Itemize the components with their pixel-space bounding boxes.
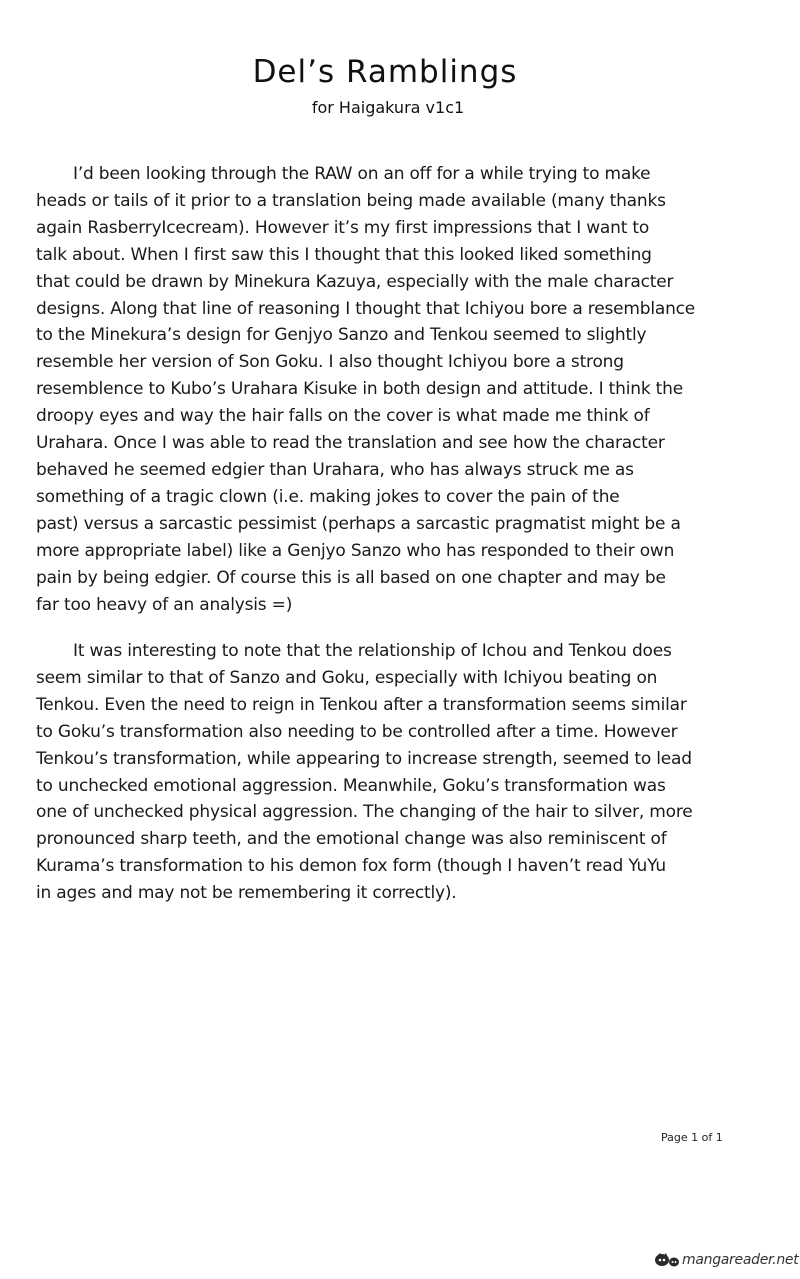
paragraph-line: Urahara. Once I was able to read the translation and see how the character bbox=[36, 433, 665, 454]
watermark-text: mangareader.net bbox=[682, 1252, 799, 1268]
paragraph-line: past) versus a sarcastic pessimist (perhaps a sarcastic pragmatist might be a bbox=[36, 513, 681, 534]
paragraph-line: Tenkou. Even the need to reign in Tenkou after a transformation seems similar bbox=[36, 694, 687, 715]
paragraph-line: behaved he seemed edgier than Urahara, who has always struck me as bbox=[36, 459, 634, 480]
document-subtitle: for Haigakura v1c1 bbox=[311, 98, 465, 117]
document-title: Del’s Ramblings bbox=[252, 54, 518, 90]
paragraph-line: pronounced sharp teeth, and the emotional change was also reminiscent of bbox=[36, 829, 667, 850]
paragraph-line: Tenkou’s transformation, while appearing to increase strength, seemed to lead bbox=[36, 748, 692, 769]
paragraph-line: pain by being edgier. Of course this is all based on one chapter and may be bbox=[36, 567, 666, 588]
paragraph-line: talk about. When I first saw this I thought that this looked liked something bbox=[36, 244, 652, 265]
paragraph-line: resemble her version of Son Goku. I also thought Ichiyou bore a strong bbox=[36, 352, 624, 373]
paragraph-line: heads or tails of it prior to a translation being made available (many thanks bbox=[36, 190, 666, 211]
paragraph-line: droopy eyes and way the hair falls on the cover is what made me think of bbox=[36, 406, 650, 427]
paragraph-line: that could be drawn by Minekura Kazuya, especially with the male character bbox=[36, 271, 674, 292]
paragraph-line: seem similar to that of Sanzo and Goku, especially with Ichiyou beating on bbox=[36, 667, 658, 688]
paragraph-line: I’d been looking through the RAW on an off for a while trying to make bbox=[73, 164, 651, 184]
paragraph-2 bbox=[36, 638, 776, 907]
paragraph-line: resemblence to Kubo’s Urahara Kisuke in both design and attitude. I think the bbox=[36, 379, 683, 400]
paragraph-line: designs. Along that line of reasoning I thought that Ichiyou bore a resemblance bbox=[36, 298, 696, 319]
page-number: Page 1 of 1 bbox=[661, 1131, 723, 1144]
manga-character-silhouette-icon bbox=[654, 1252, 680, 1268]
paragraph-line: something of a tragic clown (i.e. making jokes to cover the pain of the bbox=[36, 486, 620, 507]
paragraph-line: Kurama’s transformation to his demon fox form (though I haven’t read YuYu bbox=[36, 856, 666, 877]
paragraph-line: far too heavy of an analysis =) bbox=[36, 594, 293, 615]
paragraph-line: again RasberryIcecream). However it’s my first impressions that I want to bbox=[36, 217, 650, 238]
paragraph-line: one of unchecked physical aggression. The changing of the hair to silver, more bbox=[36, 802, 693, 823]
watermark bbox=[654, 1252, 798, 1268]
paragraph-line: in ages and may not be remembering it correctly). bbox=[36, 883, 457, 904]
paragraph-line: to unchecked emotional aggression. Meanwhile, Goku’s transformation was bbox=[36, 775, 666, 796]
paragraph-1 bbox=[36, 161, 776, 618]
paragraph-line: It was interesting to note that the relationship of Ichou and Tenkou does bbox=[73, 641, 672, 661]
paragraph-line: to the Minekura’s design for Genjyo Sanzo and Tenkou seemed to slightly bbox=[36, 325, 647, 346]
paragraph-line: more appropriate label) like a Genjyo Sanzo who has responded to their own bbox=[36, 540, 675, 561]
paragraph-line: to Goku’s transformation also needing to be controlled after a time. However bbox=[36, 721, 678, 742]
